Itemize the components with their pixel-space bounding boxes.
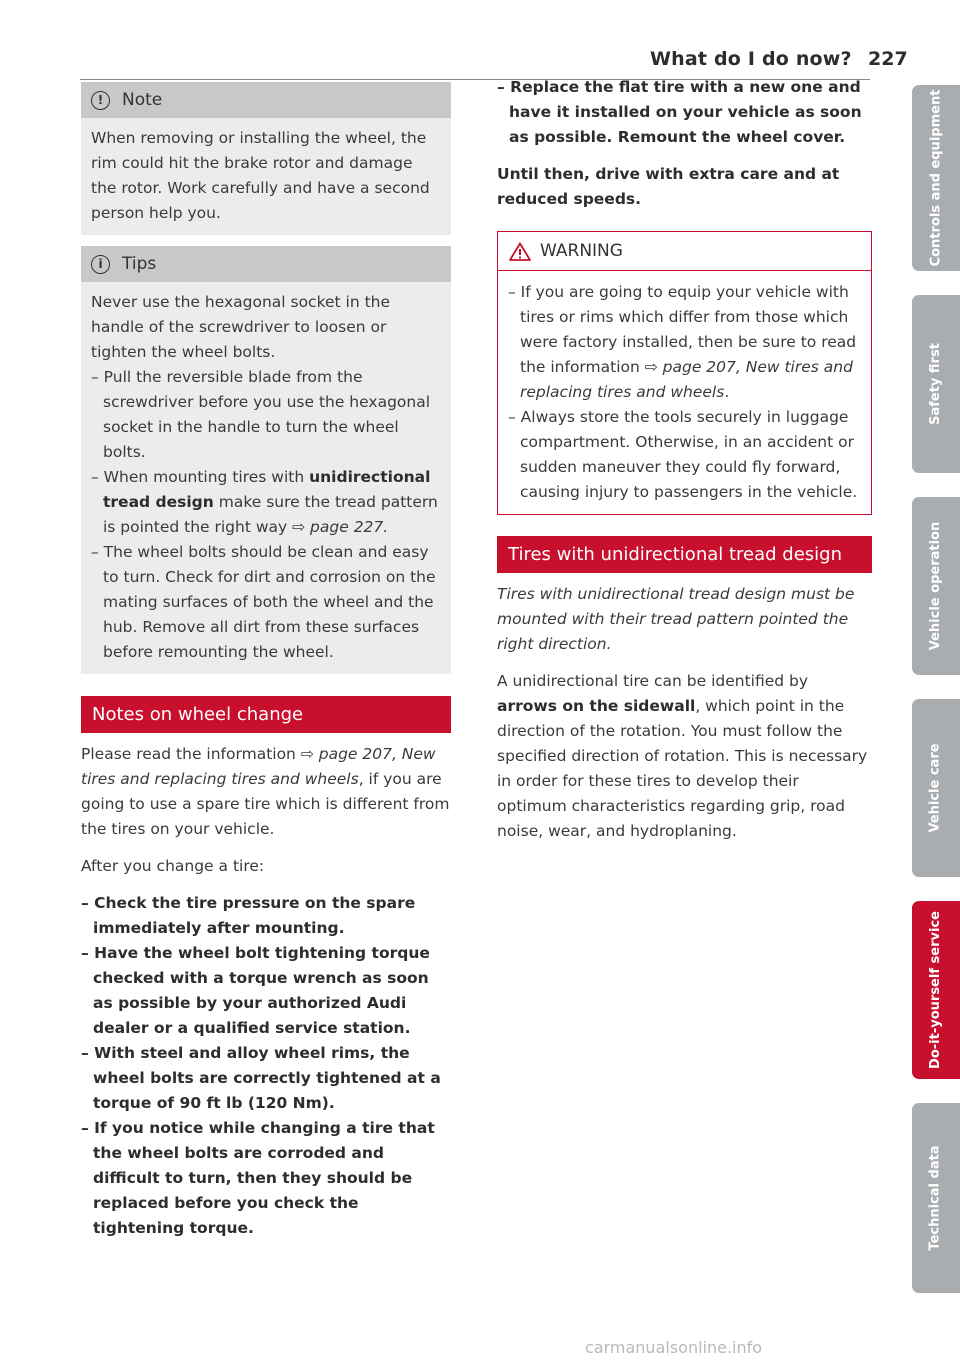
warning-triangle-icon bbox=[509, 242, 531, 261]
note-header bbox=[81, 82, 451, 118]
tips-item: – The wheel bolts should be clean and easy to turn. Check for dirt and corrosion on the mating surfaces of both the wheel and the hub. Remove all dirt from these surfaces before remounting the wheel. bbox=[91, 543, 436, 661]
warning-box bbox=[497, 231, 872, 515]
info-circle-icon: i bbox=[91, 255, 110, 274]
page-number: 227 bbox=[868, 48, 908, 70]
warning-title: WARNING bbox=[540, 240, 623, 261]
page-header-title: What do I do now? bbox=[650, 48, 852, 70]
warning-item: – If you are going to equip your vehicle with tires or rims which differ from those which were factory installed, then be sure to read the information ⇨ page 207, New tires and replacing tires and wheels. bbox=[508, 283, 857, 401]
watermark: carmanualsonline.info bbox=[585, 1338, 763, 1357]
chapter-tab-service[interactable]: Do-it-yourself service bbox=[912, 901, 960, 1079]
page-reference-link[interactable]: ⇨ page 207, New tires and replacing tires and wheels bbox=[520, 358, 853, 401]
tread-intro: Tires with unidirectional tread design must be mounted with their tread pattern pointed the right direction. bbox=[497, 585, 855, 653]
tips-header bbox=[81, 246, 451, 282]
wheel-change-step: – Have the wheel bolt tightening torque checked with a torque wrench as soon as possible by your authorized Audi dealer or a qualified service station. bbox=[81, 944, 430, 1037]
chapter-tab-technical[interactable]: Technical data bbox=[912, 1103, 960, 1293]
chapter-tab-care[interactable]: Vehicle care bbox=[912, 699, 960, 877]
wheel-change-closing: Until then, drive with extra care and at reduced speeds. bbox=[497, 165, 840, 208]
note-text: When removing or installing the wheel, the rim could hit the brake rotor and damage the rotor. Work carefully and have a second person help you. bbox=[91, 129, 430, 222]
chapter-tab-operation[interactable]: Vehicle operation bbox=[912, 497, 960, 675]
left-column bbox=[81, 82, 451, 1241]
tips-item: – Pull the reversible blade from the screwdriver before you use the hexagonal socket in the handle to turn the wheel bolts. bbox=[91, 368, 431, 461]
tread-paragraph: A unidirectional tire can be identified by arrows on the sidewall, which point in the direction of the rotation. You must follow the specified direction of rotation. This is necessary in order for these tires to develop their optimum characteristics regarding grip, road noise, wear, and hydroplaning. bbox=[497, 672, 868, 840]
warning-item: – Always store the tools securely in luggage compartment. Otherwise, in an accident or sudden maneuver they could fly forward, causing injury to passengers in the vehicle. bbox=[508, 408, 858, 501]
section-heading-tread-design: Tires with unidirectional tread design bbox=[497, 536, 872, 573]
tips-box bbox=[81, 246, 451, 674]
chapter-tab-controls[interactable]: Controls and equipment bbox=[912, 85, 960, 271]
wheel-change-intro: After you change a tire: bbox=[81, 857, 265, 875]
note-title: Note bbox=[122, 89, 163, 110]
tips-intro: Never use the hexagonal socket in the handle of the screwdriver to loosen or tighten the wheel bolts. bbox=[91, 293, 391, 361]
wheel-change-step: – Replace the flat tire with a new one and have it installed on your vehicle as soon as possible. Remount the wheel cover. bbox=[497, 78, 862, 146]
tips-item: – When mounting tires with unidirectional tread design make sure the tread pattern is pointed the right way ⇨ page 227. bbox=[91, 468, 438, 536]
wheel-change-step: – With steel and alloy wheel rims, the wheel bolts are correctly tightened at a torque of 90 ft lb (120 Nm). bbox=[81, 1044, 441, 1112]
exclamation-circle-icon: ! bbox=[91, 91, 110, 110]
wheel-change-step: – If you notice while changing a tire that the wheel bolts are corroded and difficult to turn, then they should be replaced before you check the tightening torque. bbox=[81, 1119, 435, 1237]
tips-item-bold: unidirectional tread design bbox=[103, 468, 431, 511]
wheel-change-paragraph: Please read the information ⇨ page 207, New tires and replacing tires and wheels, if you are going to use a spare tire which is different from the tires on your vehicle. bbox=[81, 745, 450, 838]
tips-title: Tips bbox=[122, 253, 157, 274]
note-box bbox=[81, 82, 451, 235]
page-reference-link[interactable]: ⇨ page 207, New tires and replacing tires and wheels bbox=[81, 745, 436, 788]
chapter-tab-safety[interactable]: Safety first bbox=[912, 295, 960, 473]
page-reference-link[interactable]: ⇨ page 227. bbox=[292, 518, 389, 536]
right-column bbox=[497, 75, 872, 844]
section-heading-wheel-change: Notes on wheel change bbox=[81, 696, 451, 733]
wheel-change-step: – Check the tire pressure on the spare immediately after mounting. bbox=[81, 894, 416, 937]
warning-header bbox=[498, 232, 871, 271]
